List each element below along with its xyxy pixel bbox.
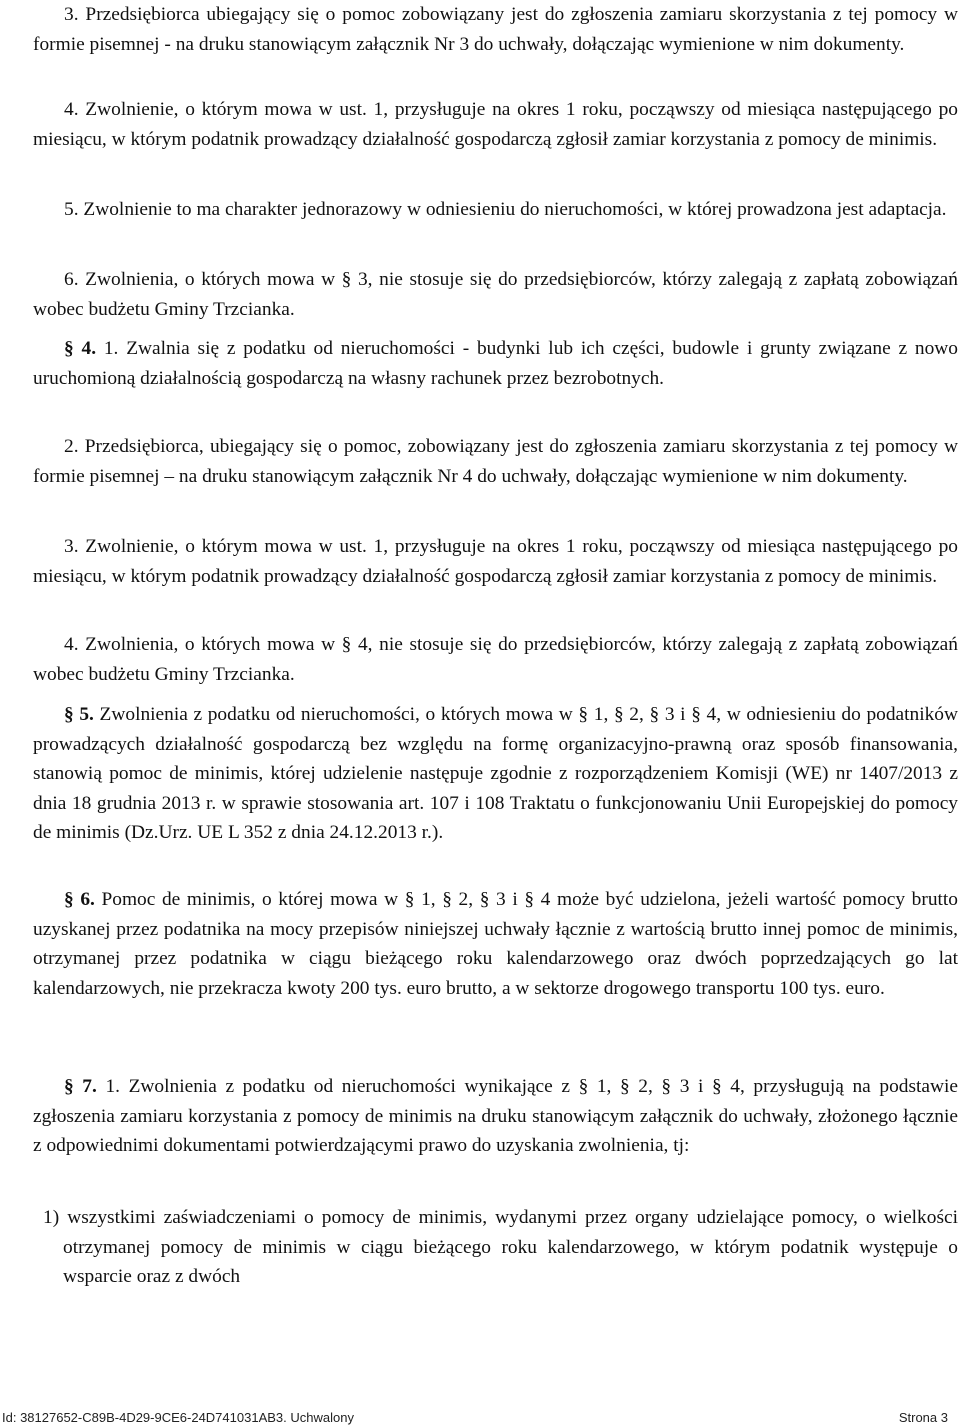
document-id: Id: 38127652-C89B-4D29-9CE6-24D741031AB3. Uchwalony	[2, 1410, 354, 1425]
paragraph-3-5: 5. Zwolnienie to ma charakter jednorazowy w odniesieniu do nieruchomości, w której prowadzona jest adaptacja.	[64, 199, 947, 220]
section-4-paragraph-1: § 4. 1. Zwalnia się z podatku od nieruchomości - budynki lub ich części, budowle i grunty związane z nowo uruchomioną działalnością gospodarczą na własny rachunek przez bezrobotnych.	[33, 338, 958, 389]
paragraph-3-1: 3. Przedsiębiorca ubiegający się o pomoc zobowiązany jest do zgłoszenia zamiaru skorzystania z tej pomocy w formie pisemnej - na druku stanowiącym załącznik Nr 3 do uchwały, dołączając wymienione w nim dokumenty.	[33, 4, 958, 55]
section-6-paragraph: § 6. Pomoc de minimis, o której mowa w § 1, § 2, § 3 i § 4 może być udzielona, jeżeli wartość pomocy brutto uzyskanej przez podatnika na mocy przepisów niniejszej uchwały łącznie z wartością brutto innej pomoc de minimis, otrzymanej przez podatnika w ciągu bieżącego roku kalendarzowego oraz dwóch poprzedzających go lat kalendarzowych, nie przekracza kwoty 200 tys. euro brutto, a w sektorze drogowego transportu 100 tys. euro.	[33, 889, 959, 999]
section-5-paragraph: § 5. Zwolnienia z podatku od nieruchomości, o których mowa w § 1, § 2, § 3 i § 4, w odniesieniu do podatników prowadzących działalność gospodarczą bez względu na formę organizacyjno-prawną oraz sposób finansowania, stanowią pomoc de minimis, której udzielenie następuje zgodnie z rozporządzeniem Komisji (WE) nr 1407/2013 z dnia 18 grudnia 2013 r. w sprawie stosowania art. 107 i 108 Traktatu o funkcjonowaniu Unii Europejskiej do pomocy de minimis (Dz.Urz. UE L 352 z dnia 24.12.2013 r.).	[33, 704, 958, 844]
section-number: § 6.	[64, 889, 95, 910]
section-number: § 5.	[64, 704, 94, 725]
paragraph-3-6: 6. Zwolnienia, o których mowa w § 3, nie stosuje się do przedsiębiorców, którzy zalegają z zapłatą zobowiązań wobec budżetu Gminy Trzcianka.	[33, 269, 958, 320]
section-number: § 4.	[64, 338, 97, 359]
page-footer	[0, 1408, 960, 1428]
page-number: Strona 3	[898, 1410, 948, 1425]
section-number: § 7.	[64, 1076, 97, 1097]
section-7-paragraph-1: § 7. 1. Zwolnienia z podatku od nieruchomości wynikające z § 1, § 2, § 3 i § 4, przysługują na podstawie zgłoszenia zamiaru korzystania z pomocy de minimis na druku stanowiącym załącznik do uchwały, złożonego łącznie z odpowiednimi dokumentami potwierdzającymi prawo do uzyskania zwolnienia, tj:	[33, 1076, 958, 1157]
section-4-paragraph-3: 3. Zwolnienie, o którym mowa w ust. 1, przysługuje na okres 1 roku, począwszy od miesiąca następującego po miesiącu, w którym podatnik prowadzący działalność gospodarczą zgłosił zamiar korzystania z pomocy de minimis.	[33, 536, 958, 587]
paragraph-3-4: 4. Zwolnienie, o którym mowa w ust. 1, przysługuje na okres 1 roku, począwszy od miesiąca następującego po miesiącu, w którym podatnik prowadzący działalność gospodarczą zgłosił zamiar korzystania z pomocy de minimis.	[33, 99, 958, 150]
section-7-list-item-1: 1) wszystkimi zaświadczeniami o pomocy de minimis, wydanymi przez organy udzielające pomocy, o wielkości otrzymanej pomocy de minimis w ciągu bieżącego roku kalendarzowego, w którym podatnik występuje o wsparcie oraz z dwóch	[43, 1207, 958, 1288]
section-4-paragraph-4: 4. Zwolnienia, o których mowa w § 4, nie stosuje się do przedsiębiorców, którzy zalegają z zapłatą zobowiązań wobec budżetu Gminy Trzcianka.	[33, 634, 958, 685]
section-4-paragraph-2: 2. Przedsiębiorca, ubiegający się o pomoc, zobowiązany jest do zgłoszenia zamiaru skorzystania z tej pomocy w formie pisemnej – na druku stanowiącym załącznik Nr 4 do uchwały, dołączając wymienione w nim dokumenty.	[33, 436, 958, 487]
